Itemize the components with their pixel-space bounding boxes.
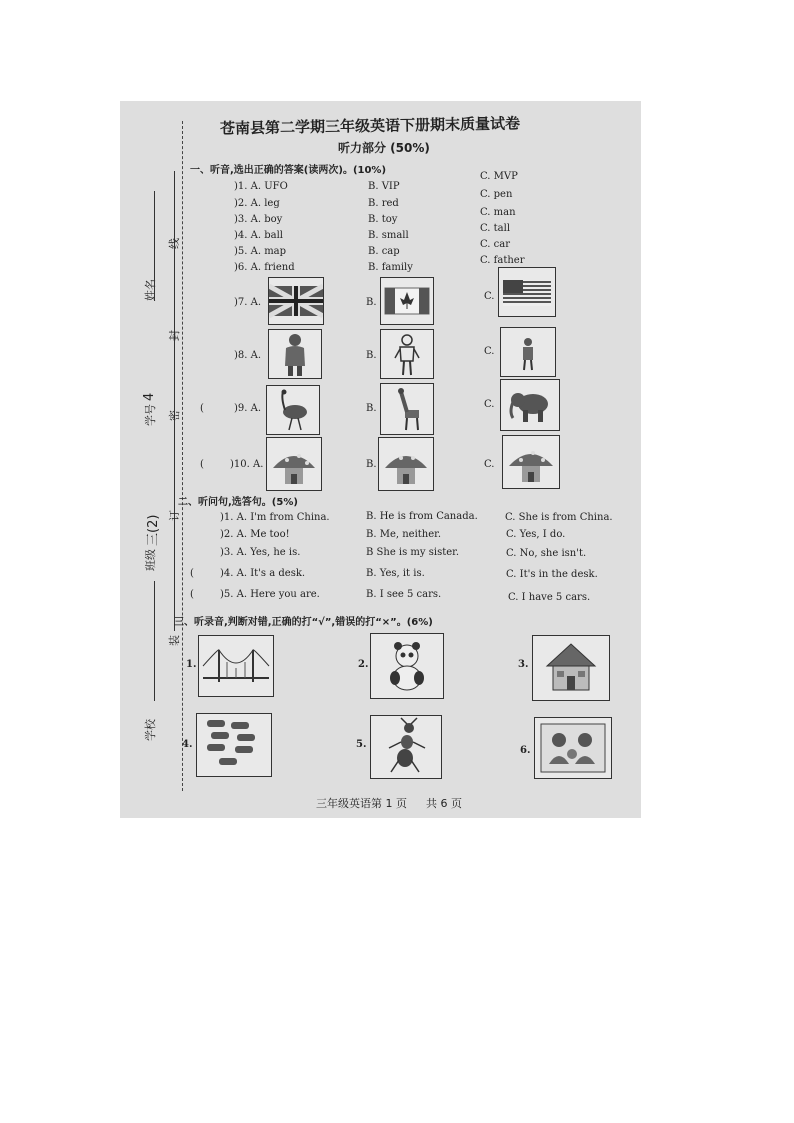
q10-paren: ( [200,459,204,470]
s3-item1-number: 1. [186,659,197,670]
small-man-icon [500,327,556,377]
s3-item4-number: 4. [182,739,193,750]
s2-q2-option-b: B. Me, neither. [366,529,442,540]
canada-flag-icon [380,277,434,325]
s3-item6-number: 6. [520,745,531,756]
class-label: 班级 [144,549,157,571]
q9-option-b: B. [366,403,377,414]
margin-line-char: 线 [168,238,181,249]
uk-flag-icon [268,277,324,325]
q2-option-a: )2. A. leg [234,198,280,209]
q1-option-a: )1. A. UFO [234,181,288,192]
q6-option-a: )6. A. friend [234,262,295,273]
s3-item2-number: 2. [358,659,369,670]
s2-q4-paren: ( [190,568,194,579]
margin-secret-char: 密 [168,410,181,421]
ostrich-icon [266,385,320,435]
giraffe-icon [380,383,434,435]
q7-option-b: B. [366,297,377,308]
q7-option-c: C. [484,291,495,302]
name-blank [154,191,155,301]
margin-seal-char: 封 [168,330,181,341]
section-subtitle: 听力部分 (50%) [338,141,430,155]
q8-option-a: )8. A. [234,350,262,361]
student-no-label: 学号 [144,404,157,426]
woman-icon [268,329,322,379]
house-icon [532,635,610,701]
s2-q4-option-a: )4. A. It's a desk. [220,568,306,579]
s2-q1-option-c: C. She is from China. [505,512,613,523]
margin-bind-char: 装 [168,635,181,646]
bridge-icon [198,635,274,697]
margin-staple-char: 订 [168,510,181,521]
s2-q3-option-a: )3. A. Yes, he is. [220,547,301,558]
s2-q2-option-c: C. Yes, I do. [506,529,566,540]
s2-q1-option-a: )1. A. I'm from China. [220,512,330,523]
s3-item3-number: 3. [518,659,529,670]
ant-icon [370,715,442,779]
q6-option-c: C. father [480,255,525,266]
q3-option-c: C. man [480,207,516,218]
q4-option-a: )4. A. ball [234,230,283,241]
q3-option-b: B. toy [368,214,398,225]
school-blank [154,581,155,701]
student-no-value: 4 [142,392,157,401]
s2-q5-option-c: C. I have 5 cars. [508,592,591,603]
school-label: 学校 [144,719,157,741]
mushroom-house-icon [502,435,560,489]
class-value: 三(2) [146,514,161,546]
s2-q2-option-a: )2. A. Me too! [220,529,290,540]
q6-option-b: B. family [368,262,413,273]
name-label: 姓名 [144,279,157,301]
q5-option-b: B. cap [368,246,400,257]
q8-option-c: C. [484,346,495,357]
q1-option-b: B. VIP [368,181,400,192]
section3-heading: 三、听录音,判断对错,正确的打“√”,错误的打“×”。(6%) [174,617,433,628]
elephant-icon [500,379,560,431]
q8-option-b: B. [366,350,377,361]
section1-heading: 一、听音,选出正确的答案(读两次)。(10%) [190,165,387,176]
q9-option-c: C. [484,399,495,410]
q7-option-a: )7. A. [234,297,262,308]
s2-q5-option-b: B. I see 5 cars. [366,589,442,600]
q9-paren: ( [200,403,204,414]
s2-q1-option-b: B. He is from Canada. [366,511,478,522]
q3-option-a: )3. A. boy [234,214,283,225]
page-total: 共 6 页 [426,797,462,810]
s2-q3-option-c: C. No, she isn't. [506,548,587,559]
s2-q5-paren: ( [190,589,194,600]
exam-paper-photo [120,101,641,818]
mushroom-house-icon [378,437,434,491]
exam-title: 苍南县第二学期三年级英语下册期末质量试卷 [219,114,521,138]
q9-option-a: )9. A. [234,403,262,414]
s3-item5-number: 5. [356,739,367,750]
q1-option-c: C. MVP [480,171,518,182]
q5-option-c: C. car [480,239,510,250]
s2-q3-option-b: B She is my sister. [366,547,459,558]
binding-dashed-line [182,121,183,791]
family-photo-icon [534,717,612,779]
boy-icon [380,329,434,379]
q10-option-b: B. [366,459,377,470]
q5-option-a: )5. A. map [234,246,287,257]
q10-option-c: C. [484,459,495,470]
q2-option-c: C. pen [480,189,513,200]
q4-option-b: B. small [368,230,409,241]
section2-heading: 二、听问句,选答句。(5%) [178,497,298,508]
q10-option-a: )10. A. [230,459,264,470]
s2-q4-option-c: C. It's in the desk. [506,569,598,580]
mushroom-house-icon [266,437,322,491]
s2-q4-option-b: B. Yes, it is. [366,568,425,579]
usa-flag-icon [498,267,556,317]
page-indicator: 三年级英语第 1 页 [316,797,407,810]
cars-icon [196,713,272,777]
q4-option-c: C. tall [480,223,511,234]
s2-q5-option-a: )5. A. Here you are. [220,589,320,600]
panda-icon [370,633,444,699]
q2-option-b: B. red [368,198,399,209]
